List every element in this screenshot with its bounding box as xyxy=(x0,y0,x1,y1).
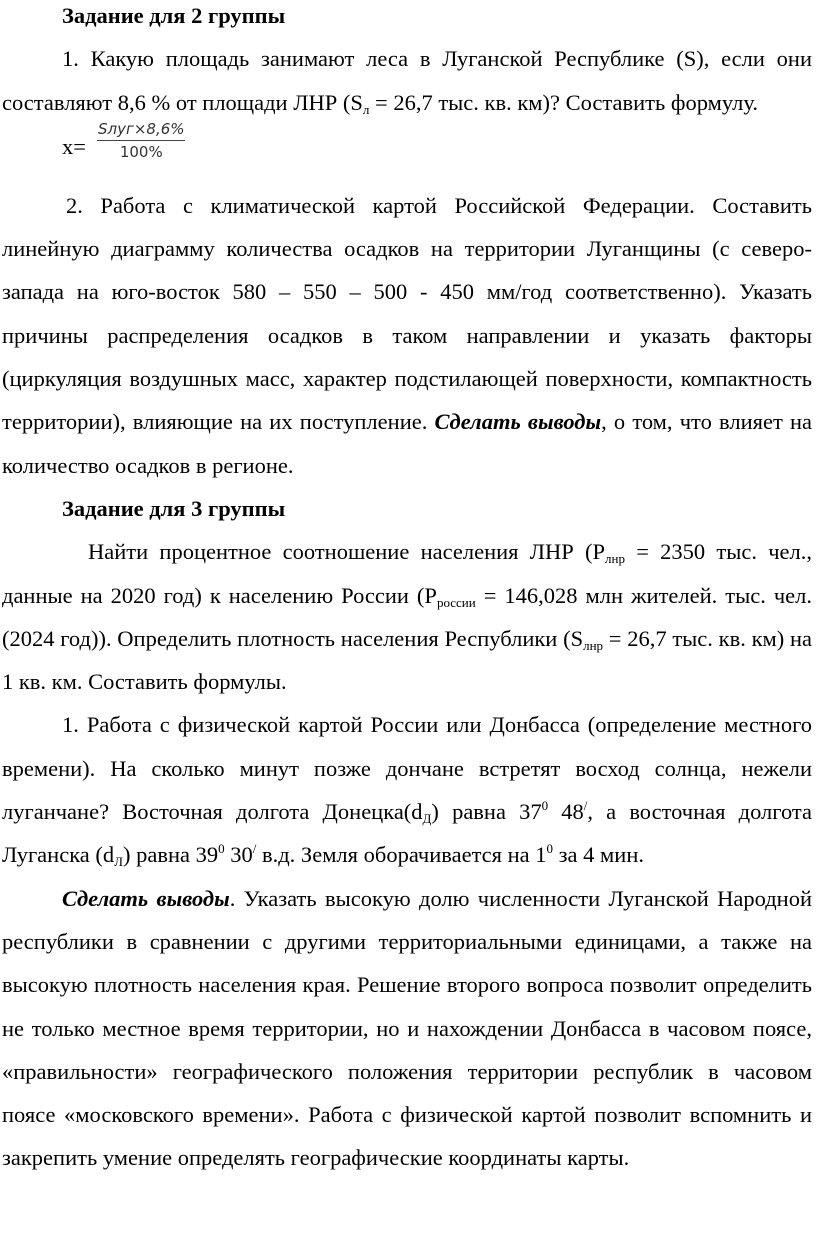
conclusion-emphasis: Сделать выводы xyxy=(62,885,230,911)
intro-text-3: = 146,028 млн жителей. тыс. чел. (2024 год)). Определить плотность населения Республики (S xyxy=(2,582,812,651)
g3-task1-text-5: ) равна 39 xyxy=(122,842,219,868)
conclusion-text: . Указать высокую долю численности Луганской Народной республики в сравнении с другими территориальными единицами, а также на высокую плотность населения края. Решение второго вопроса позволит определить не только местное время территории, но и нахождении Донбасса в часовом поясе, «правильности» географического положения территории республик в часовом поясе «московского времени». Работа с физической картой позволит вспомнить и закрепить умение определять географические координаты карты. xyxy=(2,885,812,1171)
g3-sup-degree-3: 0 xyxy=(546,841,554,857)
group3-intro-text xyxy=(2,530,812,703)
intro-text-1: Найти процентное соотношение населения ЛНР (P xyxy=(88,539,606,565)
g3-task1-text-8: за 4 мин. xyxy=(553,842,644,868)
formula-x-label: x= xyxy=(62,133,86,159)
g3-sub-d: Д xyxy=(422,811,432,827)
forest-area-formula xyxy=(2,118,812,184)
formula-fraction xyxy=(92,118,191,164)
g3-sup-degree-1: 0 xyxy=(541,798,549,814)
g3-sub-l: Л xyxy=(114,854,123,870)
g3-task1-text-4: , а восточная долгота Луганска (d xyxy=(2,799,812,868)
g3-task1-text-3: 48 xyxy=(548,799,584,825)
g3-task1-text-6: 30 xyxy=(224,842,253,868)
g3-task1-text-7: в.д. Земля оборачивается на 1 xyxy=(256,842,547,868)
task1-text-b: = 26,7 тыс. кв. км)? Составить формулу. xyxy=(369,89,758,115)
task2-text-a: 2. Работа с климатической картой Российской Федерации. Составить линейную диаграмму количества осадков на территории Луганщины (с северо-запада на юго-восток 580 – 550 – 500 - 450 мм/год соответственно). Указать причины распределения осадков в таком направлении и указать факторы (циркуляция воздушных масс, характер подстилающей поверхности, компактность территории), влияющие на их поступление. xyxy=(2,192,812,435)
intro-text-2: = 2350 тыс. чел., данные на 2020 год) к населению России (P xyxy=(2,539,813,608)
group3-task1-text xyxy=(2,703,812,876)
task1-text-a: 1. Какую площадь занимают леса в Луганской Республике (S), если они составляют 8,6 % от площади ЛНР (S xyxy=(2,46,812,115)
formula-denominator: 100% xyxy=(119,143,163,162)
task2-emphasis: Сделать выводы xyxy=(434,409,602,435)
intro-sub-lnr-area: лнр xyxy=(583,637,604,653)
g3-sup-minute-2: / xyxy=(252,841,257,857)
group3-heading: Задание для 3 группы xyxy=(62,495,286,521)
group2-heading: Задание для 2 группы xyxy=(62,3,286,28)
formula-numerator: Sлуг×8,6% xyxy=(98,119,185,138)
group3-conclusion-text xyxy=(2,877,812,1180)
task2-text-b: , о том, что влияет на количество осадков в регионе. xyxy=(2,409,812,478)
g3-sup-degree-2: 0 xyxy=(218,841,225,857)
g3-task1-text-1: 1. Работа с физической картой России или Донбасса (определение местного времени). На сколько минут позже дончане встретят восход солнца, нежели луганчане? Восточная долгота Донецка(d xyxy=(2,712,812,825)
task1-subscript-l: л xyxy=(362,101,370,117)
intro-sub-russia: россии xyxy=(436,594,476,610)
intro-sub-lnr: лнр xyxy=(605,551,625,567)
group2-task2-text xyxy=(2,184,812,487)
intro-text-4: = 26,7 тыс. кв. км) на 1 кв. км. Составить формулы. xyxy=(2,625,812,695)
g3-task1-text-2: ) равна 37 xyxy=(431,799,542,825)
g3-sup-minute-1: / xyxy=(583,798,588,814)
group2-task1-text xyxy=(2,37,812,124)
